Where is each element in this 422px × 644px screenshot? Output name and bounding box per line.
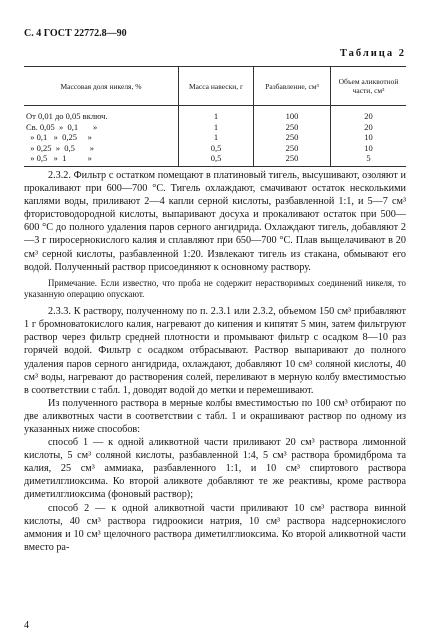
table-cell: 20 xyxy=(331,122,407,133)
table-row xyxy=(24,122,406,133)
table-row xyxy=(24,143,406,154)
table-header-row xyxy=(24,67,406,106)
table-cell: » 0,1 » 0,25 » xyxy=(26,132,92,142)
table-cell: 250 xyxy=(254,143,331,154)
table-cell: » 0,25 » 0,5 » xyxy=(26,142,94,153)
table-cell: 0,5 xyxy=(179,143,254,154)
table-cell: 250 xyxy=(254,153,331,166)
table-cell: 10 xyxy=(331,143,407,154)
column-header: Массовая доля никеля, % xyxy=(24,67,179,106)
table-row xyxy=(24,153,406,166)
column-header: Объем аликвотной части, см³ xyxy=(331,67,407,106)
table-cell: 1 xyxy=(179,122,254,133)
page-number: 4 xyxy=(24,620,29,631)
paragraph-2-3-3: 2.3.3. К раствору, полученному по п. 2.3.1 или 2.3.2, объемом 150 см³ прибавляют 1 г бромноватокислого калия, нагревают до кипения и кипятят 5 мин, затем фильтруют раствор через фильтр средней плотности и промывают фильтр с осадком 8—10 раз горячей водой. Фильтр с осадком отбрасывают. Раствор выпаривают до полного удаления паров серного ангидрида, охлаждают, добавляют 10 см³ соляной кислоты, 40 см³ воды, нагревают до растворения солей, переливают в мерную колбу вместимостью в соответствии с табл. 1, доводят водой до метки и перемешивают. xyxy=(24,306,406,396)
table-cell: 0,5 xyxy=(179,153,254,166)
column-header: Разбавление, см³ xyxy=(254,67,331,106)
table-title: Таблица 2 xyxy=(339,48,406,59)
table-cell: 20 xyxy=(331,106,407,122)
table-cell: 1 xyxy=(179,106,254,122)
table-cell: От 0,01 до 0,05 включ. xyxy=(26,111,108,121)
paragraph-aliquots: Из полученного раствора в мерные колбы вместимостью по 100 см³ отбирают по две аликвотных части в соответствии с табл. 1 и окрашивают раствор по одному из указанных ниже способов: xyxy=(24,397,406,435)
column-header: Масса навески, г xyxy=(179,67,254,106)
table-cell: 1 xyxy=(179,132,254,143)
paragraph-2-3-2: 2.3.2. Фильтр с остатком помещают в платиновый тигель, высушивают, озоляют и прокаливают при 600—700 °С. Тигель охлаждают, смачивают остаток несколькими каплями воды, приливают 2—4 капли серной кислоты, разбавленной 1:1, и 5—7 см³ фтористоводородной кислоты, выпаривают досуха и прокаливают остаток при 500—600 °С до полного удаления паров серного ангидрида. Охлаждают тигель, добавляют 2—3 г пиросернокислого калия и сплавляют при 650—700 °С. Плав выщелачивают в 20 см³ серной кислоты, разбавленной 1:20. Извлекают тигель из стакана, обмывают его водой. Полученный раствор присоединяют к основному раствору. xyxy=(24,170,406,273)
table-cell: 10 xyxy=(331,132,407,143)
table-cell: 5 xyxy=(331,153,407,166)
table-row xyxy=(24,106,406,122)
table-cell: 100 xyxy=(254,106,331,122)
table-row xyxy=(24,132,406,143)
table-cell: 250 xyxy=(254,122,331,133)
paragraph-method-2: способ 2 — к одной аликвотной части приливают 10 см³ раствора винной кислоты, 40 см³ раствора гидроокиси натрия, 10 см³ раствора надсернокислого аммония и 10 см³ щелочного раствора диметилглиоксима. Ко второй аликвотной части вместо ра- xyxy=(24,502,406,553)
table-cell: Св. 0,05 » 0,1 » xyxy=(26,121,98,132)
body-text xyxy=(24,169,406,554)
table-cell: » 0,5 » 1 » xyxy=(24,153,179,166)
nickel-table xyxy=(24,66,406,167)
paragraph-method-1: способ 1 — к одной аликвотной части приливают 20 см³ раствора лимонной кислоты, 5 см³ соляной кислоты, разбавленной 1:4, 5 см³ раствора бромидброма та калия, 25 см³ аммиака, разбавленного 1:1, и 10 см³ спиртового раствора диметилглиоксима. Ко второй аликвоте добавляют те же реактивы, кроме раствора диметилглиоксима (фоновый раствор); xyxy=(24,437,406,501)
table-cell: 250 xyxy=(254,132,331,143)
page-header: С. 4 ГОСТ 22772.8—90 xyxy=(24,28,127,39)
note-paragraph: Примечание. Если известно, что проба не содержит нерастворимых соединений никеля, то указанную операцию опускают. xyxy=(24,277,406,300)
